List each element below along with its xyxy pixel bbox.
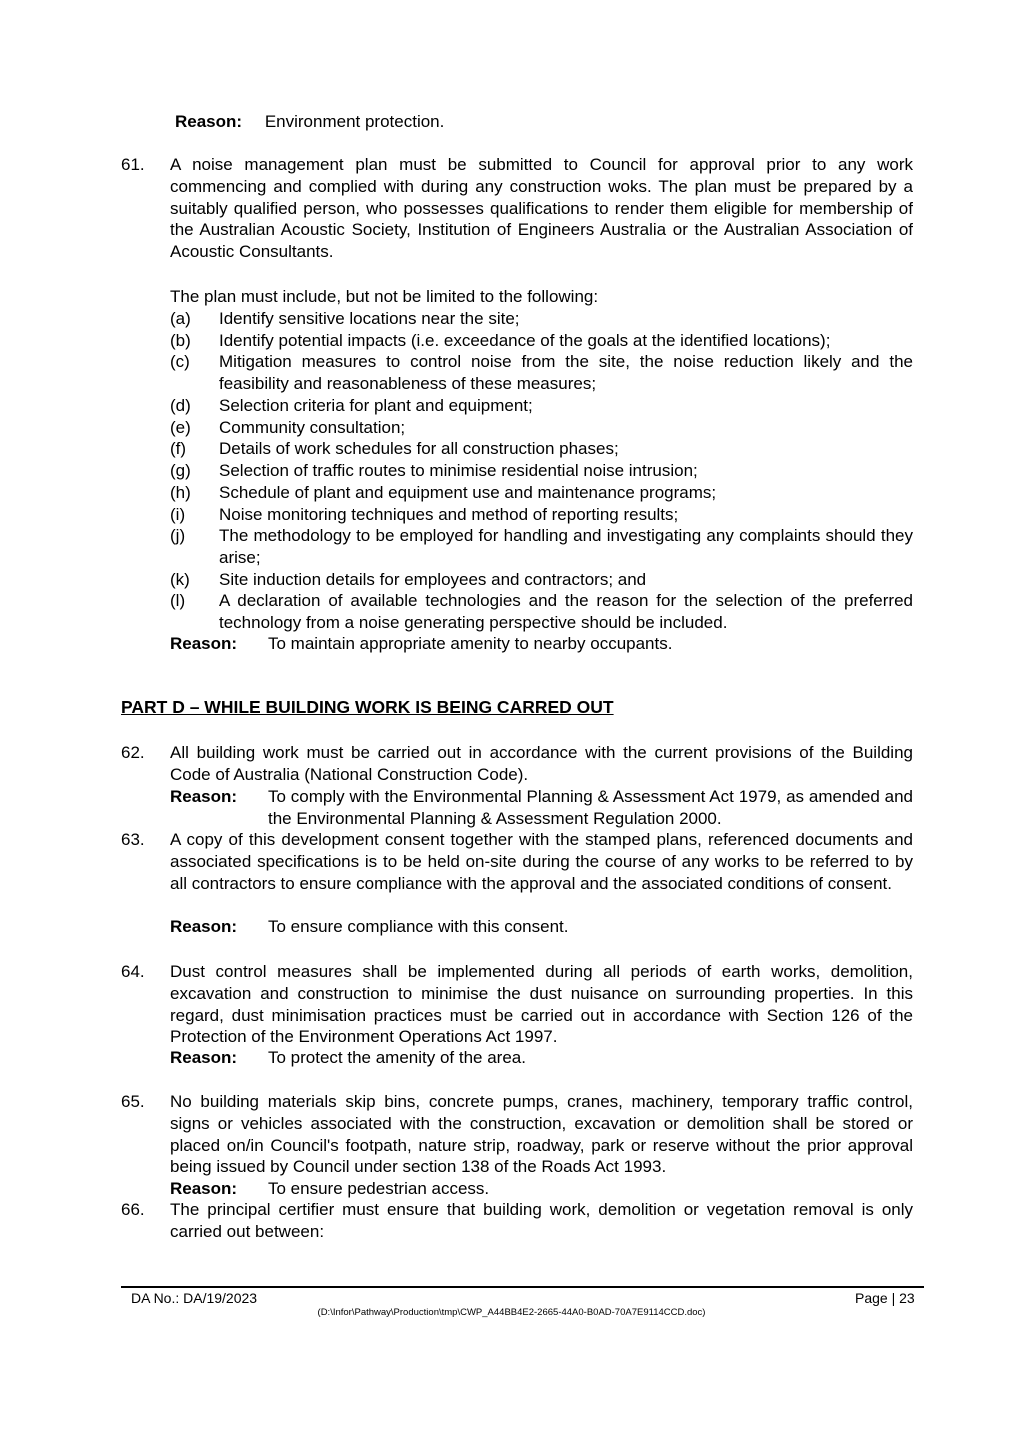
list-text: Site induction details for employees and contractors; and [219, 570, 647, 589]
reason-text: To protect the amenity of the area. [268, 1048, 526, 1067]
condition-text-66: The principal certifier must ensure that building work, demolition or vegetation removal is only carried out between: [170, 1200, 913, 1241]
list-text: Details of work schedules for all construction phases; [219, 439, 619, 458]
list-letter: (h) [170, 483, 191, 502]
condition-number-65: 65. [121, 1092, 145, 1111]
reason-label: Reason: [170, 1048, 238, 1067]
list-text: Identify sensitive locations near the site; [219, 309, 520, 328]
condition-text-64: Dust control measures shall be implemented during all periods of earth works, demolition, excavation and construction to minimise the dust nuisance on surrounding properties. In this regard, dust minimisation practices must be carried out in accordance with Section 126 of the Protection of the Environment Operations Act 1997. [170, 962, 913, 1047]
footer-file-path: (D:\Infor\Pathway\Production\tmp\CWP_A44BB4E2-2665-44A0-B0AD-70A7E9114CCD.doc) [317, 1307, 706, 1318]
condition-text-62: All building work must be carried out in accordance with the current provisions of the Building Code of Australia (National Construction Code). [170, 743, 913, 784]
list-text: Mitigation measures to control noise from the site, the noise reduction likely and the feasibility and reasonableness of these measures; [219, 352, 913, 393]
condition-number-61: 61. [121, 155, 145, 174]
list-letter: (a) [170, 309, 191, 328]
condition-text-65: No building materials skip bins, concrete pumps, cranes, machinery, temporary traffic control, signs or vehicles associated with the construction, excavation or demolition shall be stored or placed on/in Council's footpath, nature strip, roadway, park or reserve without the prior approval being issued by Council under section 138 of the Roads Act 1993. [170, 1092, 913, 1177]
list-text: Selection of traffic routes to minimise residential noise intrusion; [219, 461, 698, 480]
list-letter: (k) [170, 570, 190, 589]
list-letter: (i) [170, 505, 186, 524]
condition-number-64: 64. [121, 962, 145, 981]
top-reason [175, 111, 444, 133]
reason-label: Reason: [170, 787, 238, 806]
list-text: Selection criteria for plant and equipment; [219, 396, 533, 415]
reason-label: Reason: [170, 1179, 238, 1198]
list-letter: (d) [170, 396, 191, 415]
list-text: Identify potential impacts (i.e. exceedance of the goals at the identified locations); [219, 331, 831, 350]
list-text: A declaration of available technologies and the reason for the selection of the preferred technology from a noise generating perspective should be included. [219, 591, 913, 632]
reason-text: To ensure compliance with this consent. [268, 917, 569, 936]
footer-da-number: DA No.: DA/19/2023 [131, 1290, 258, 1306]
condition-number-63: 63. [121, 830, 145, 849]
list-text: Community consultation; [219, 418, 406, 437]
list-letter: (e) [170, 418, 191, 437]
condition-text-63: A copy of this development consent together with the stamped plans, referenced documents and associated specifications is to be held on-site during the course of any works to be referred to by all contractors to ensure compliance with the approval and the associated conditions of consent. [170, 830, 913, 893]
condition-intro-61: The plan must include, but not be limited to the following: [170, 287, 599, 306]
reason-label: Reason: [175, 112, 243, 131]
footer-divider [121, 1286, 924, 1288]
list-text: Noise monitoring techniques and method of reporting results; [219, 505, 679, 524]
reason-text: To ensure pedestrian access. [268, 1179, 490, 1198]
reason-text: To comply with the Environmental Planning & Assessment Act 1979, as amended and the Environmental Planning & Assessment Regulation 2000. [268, 787, 913, 828]
list-letter: (j) [170, 526, 186, 545]
reason-text: Environment protection. [264, 112, 445, 131]
condition-text-61: A noise management plan must be submitted to Council for approval prior to any work commencing and complied with during any construction woks. The plan must be prepared by a suitably qualified person, who possesses qualifications to render them eligible for membership of the Australian Acoustic Society, Institution of Engineers Australia or the Australian Association of Acoustic Consultants. [170, 155, 913, 262]
list-letter: (g) [170, 461, 191, 480]
reason-label: Reason: [170, 634, 238, 653]
condition-number-62: 62. [121, 743, 145, 762]
list-letter: (b) [170, 331, 191, 350]
reason-text: To maintain appropriate amenity to nearby occupants. [268, 634, 673, 653]
footer-page-number: Page | 23 [855, 1290, 915, 1306]
list-text: The methodology to be employed for handling and investigating any complaints should they arise; [219, 526, 913, 567]
list-letter: (l) [170, 591, 186, 610]
list-letter: (c) [170, 352, 190, 371]
condition-number-66: 66. [121, 1200, 145, 1219]
list-text: Schedule of plant and equipment use and maintenance programs; [219, 483, 717, 502]
reason-label: Reason: [170, 917, 238, 936]
section-heading-part-d: PART D – WHILE BUILDING WORK IS BEING CARRED OUT [121, 697, 614, 717]
list-letter: (f) [170, 439, 187, 458]
